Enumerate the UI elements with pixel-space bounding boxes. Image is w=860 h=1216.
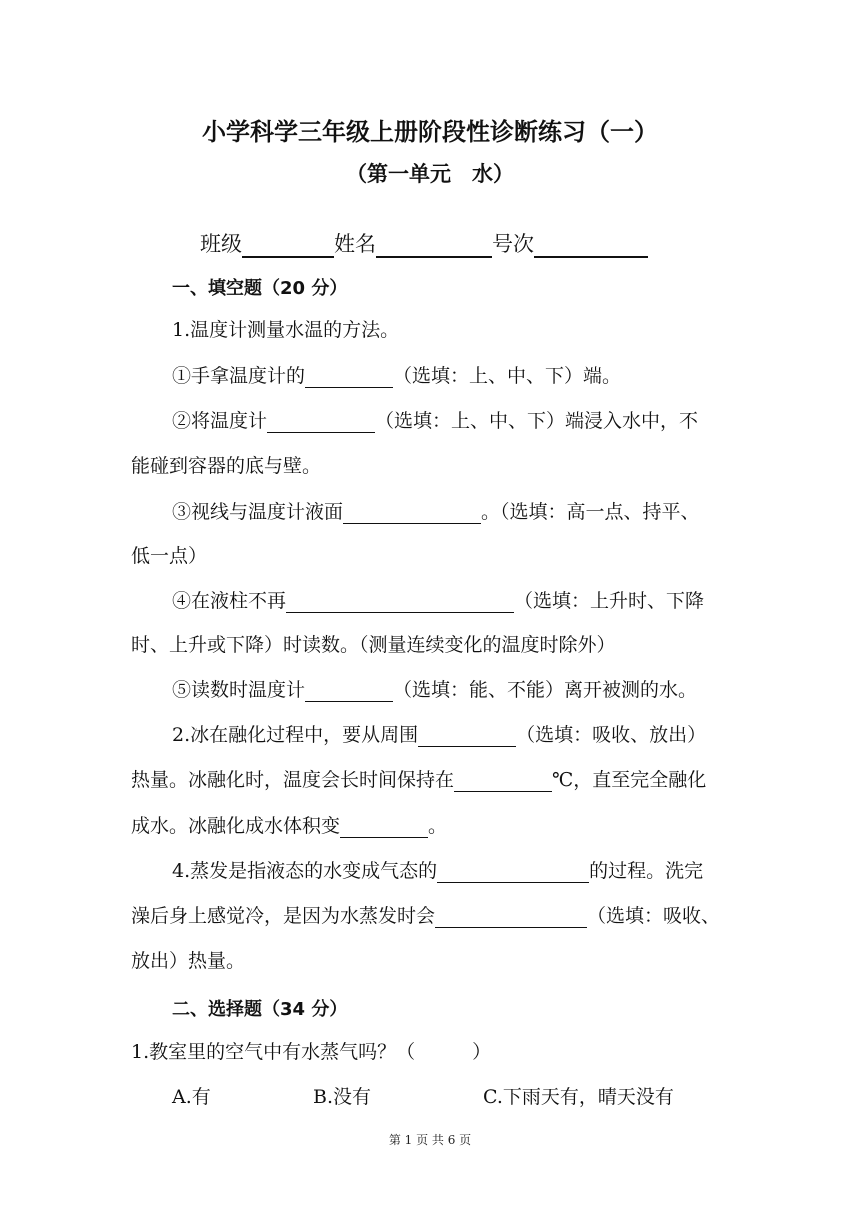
question-2-cont-1 — [131, 768, 706, 792]
question-1-step-3-cont: 低一点） — [131, 545, 208, 567]
text-fragment: （选填：上升时、下降 — [514, 590, 705, 612]
document-subtitle: （第一单元 水） — [346, 161, 514, 186]
answer-blank[interactable] — [437, 862, 589, 883]
text-fragment: 的过程。洗完 — [589, 860, 704, 882]
answer-blank[interactable] — [454, 771, 552, 792]
question-2 — [172, 723, 706, 747]
question-4-cont-1 — [131, 904, 720, 928]
answer-blank[interactable] — [267, 412, 375, 433]
question-1-step-4-cont: 时、上升或下降）时读数。（测量连续变化的温度时除外） — [131, 634, 616, 656]
text-fragment: 成水。冰融化成水体积变 — [131, 815, 341, 837]
text-fragment: （选填：能、不能）离开被测的水。 — [393, 679, 698, 701]
class-label: 班级 — [200, 232, 242, 256]
name-blank[interactable] — [376, 234, 492, 258]
question-4-cont-2: 放出）热量。 — [131, 950, 246, 972]
answer-blank[interactable] — [343, 503, 481, 524]
text-fragment: 4.蒸发是指液态的水变成气态的 — [172, 860, 438, 882]
text-fragment: ①手拿温度计的 — [172, 365, 306, 387]
question-1-step-5 — [172, 678, 697, 702]
answer-blank[interactable] — [435, 907, 587, 928]
answer-blank[interactable] — [340, 817, 428, 838]
question-2-cont-2 — [131, 814, 447, 838]
number-blank[interactable] — [534, 234, 648, 258]
question-1-step-1 — [172, 364, 621, 388]
question-1-step-2 — [172, 409, 698, 433]
section-heading-fill-in: 一、填空题（20 分） — [172, 278, 348, 299]
text-fragment: （选填：吸收、 — [587, 905, 721, 927]
text-fragment: 2.冰在融化过程中，要从周围 — [172, 724, 419, 746]
question-1-step-4 — [172, 589, 704, 613]
answer-blank[interactable] — [305, 681, 393, 702]
answer-blank[interactable] — [305, 367, 393, 388]
answer-blank[interactable] — [286, 592, 514, 613]
text-fragment: ②将温度计 — [172, 410, 268, 432]
text-fragment: ③视线与温度计液面 — [172, 501, 344, 523]
text-fragment: （选填：吸收、放出） — [516, 724, 707, 746]
section-heading-multiple-choice: 二、选择题（34 分） — [172, 999, 348, 1020]
text-fragment: （选填：上、中、下）端。 — [393, 365, 622, 387]
text-fragment: ⑤读数时温度计 — [172, 679, 306, 701]
text-fragment: 。 — [428, 815, 448, 837]
question-4 — [172, 859, 703, 883]
text-fragment: ℃，直至完全融化 — [552, 769, 707, 791]
text-fragment: 。（选填：高一点、持平、 — [481, 501, 700, 523]
document-title: 小学科学三年级上册阶段性诊断练习（一） — [202, 117, 658, 146]
text-fragment: ④在液柱不再 — [172, 590, 287, 612]
question-1-step-2-cont: 能碰到容器的底与壁。 — [131, 455, 322, 477]
student-info-row — [200, 228, 648, 258]
question-1-step-3 — [172, 500, 700, 524]
text-fragment: （选填：上、中、下）端浸入水中，不 — [375, 410, 699, 432]
choice-option-c[interactable]: C.下雨天有，晴天没有 — [483, 1086, 674, 1108]
answer-blank[interactable] — [418, 726, 516, 747]
page-footer: 第 1 页 共 6 页 — [388, 1133, 472, 1147]
choice-option-a[interactable]: A.有 — [172, 1086, 211, 1108]
text-fragment: 热量。冰融化时，温度会长时间保持在 — [131, 769, 455, 791]
question-1-intro: 1.温度计测量水温的方法。 — [172, 319, 400, 341]
name-label: 姓名 — [334, 232, 376, 256]
number-label: 号次 — [492, 232, 534, 256]
choice-question-1: 1.教室里的空气中有水蒸气吗？（ ） — [131, 1041, 492, 1063]
class-blank[interactable] — [242, 234, 334, 258]
text-fragment: 澡后身上感觉冷，是因为水蒸发时会 — [131, 905, 436, 927]
choice-option-b[interactable]: B.没有 — [313, 1086, 372, 1108]
